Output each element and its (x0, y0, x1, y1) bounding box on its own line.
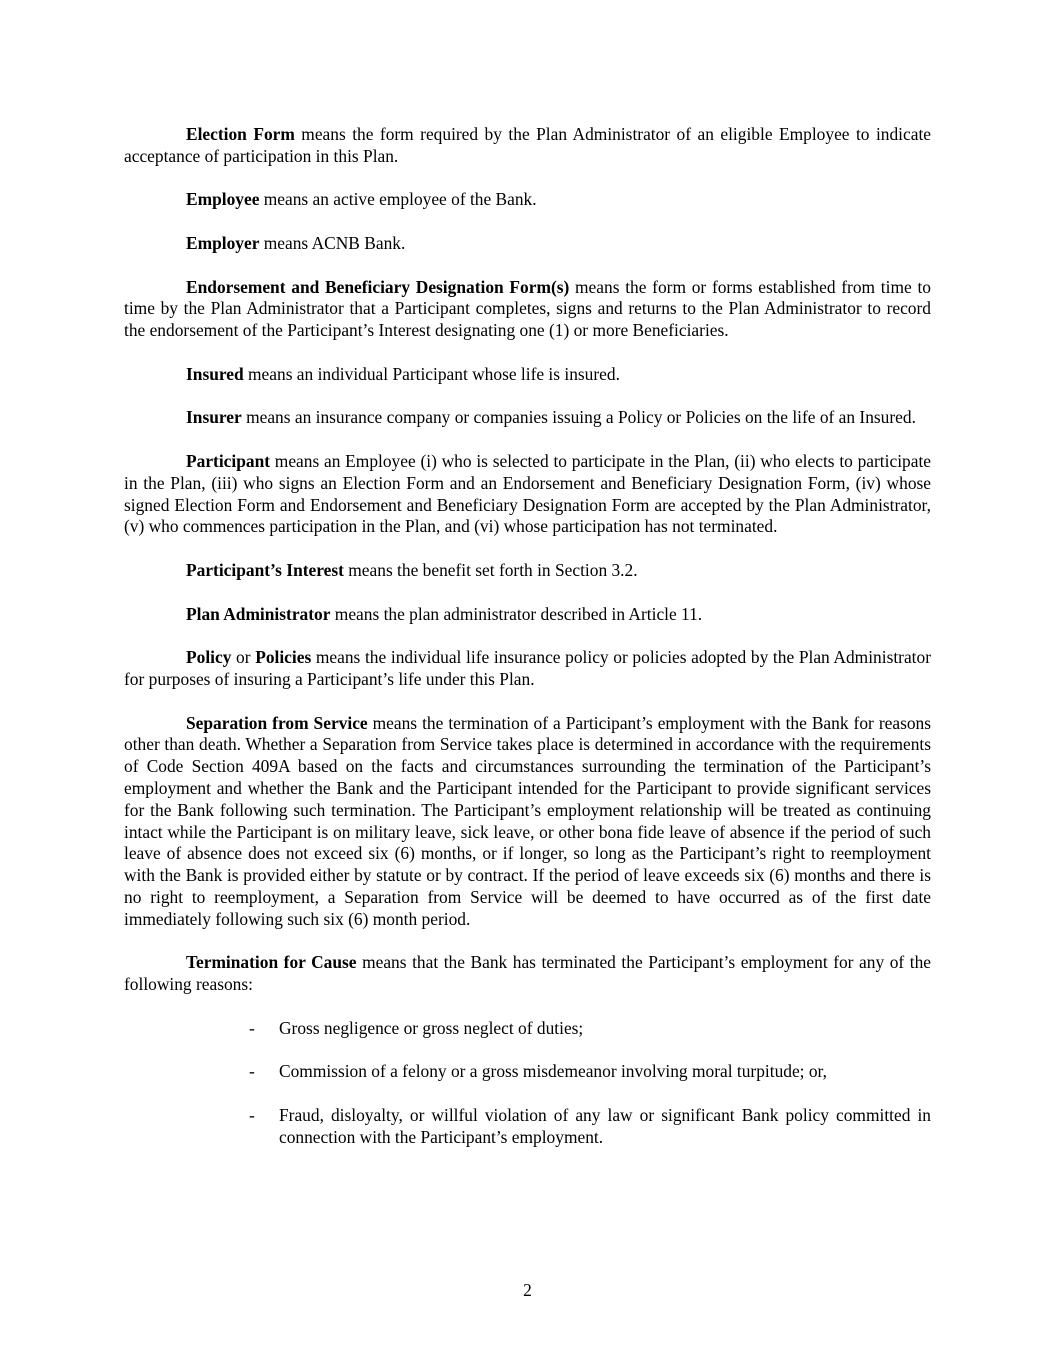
definition-term: Plan Administrator (186, 603, 331, 624)
definition-text: means the individual life insurance policy or policies adopted by the Plan Administrator for purposes of insuring a Participant’s life under this Plan. (124, 647, 931, 689)
definition-separation-from-service (124, 713, 931, 931)
definition-text: means an individual Participant whose life is insured. (243, 363, 620, 384)
definition-term: Participant (186, 450, 271, 471)
document-page (124, 124, 931, 1170)
definition-participants-interest (124, 560, 931, 582)
definition-employer (124, 233, 931, 255)
definition-connector: or (231, 647, 256, 668)
definition-term: Insurer (186, 407, 242, 428)
list-item-text: Commission of a felony or a gross misdemeanor involving moral turpitude; or, (279, 1061, 827, 1082)
definition-text: means ACNB Bank. (259, 232, 406, 253)
definition-term: Termination for Cause (186, 952, 357, 973)
list-item-text: Gross negligence or gross neglect of duties; (279, 1017, 584, 1038)
definition-term: Participant’s Interest (186, 559, 344, 580)
definition-term: Policies (255, 647, 312, 668)
definition-text: means an Employee (i) who is selected to participate in the Plan, (ii) who elects to participate in the Plan, (iii) who signs an Election Form and an Endorsement and Beneficiary Designation Form, (iv) whose signed Election Form and Endorsement and Beneficiary Designation Form are accepted by the Plan Administrator, (v) who commences participation in the Plan, and (vi) whose participation has not terminated. (124, 450, 931, 537)
definition-participant (124, 451, 931, 538)
definition-insured (124, 364, 931, 386)
definition-text: means an insurance company or companies issuing a Policy or Policies on the life of an Insured. (241, 407, 916, 428)
list-dash: - (249, 1017, 255, 1038)
definition-term: Employer (186, 232, 260, 253)
definition-employee (124, 189, 931, 211)
definition-term: Endorsement and Beneficiary Designation Form(s) (186, 276, 570, 297)
definition-election-form (124, 124, 931, 168)
definition-text: means the benefit set forth in Section 3.2. (343, 559, 638, 580)
list-item-text: Fraud, disloyalty, or willful violation of any law or significant Bank policy committed in connection with the Participant’s employment. (279, 1104, 931, 1147)
definition-text: means that the Bank has terminated the Participant’s employment for any of the following reasons: (124, 952, 931, 995)
definition-term: Election Form (186, 124, 295, 144)
list-dash: - (249, 1104, 255, 1125)
definition-insurer (124, 407, 931, 429)
page-number: 2 (523, 1280, 532, 1300)
definition-text: means the termination of a Participant’s employment with the Bank for reasons other than death. Whether a Separation from Service takes place is determined in accordance with the requirements of Code Section 409A based on the facts and circumstances surrounding the termination of the Participant’s employment and whether the Bank and the Participant intended for the Participant to provide significant services for the Bank following such termination. The Participant’s employment relationship will be treated as continuing intact while the Participant is on military leave, sick leave, or other bona fide leave of absence if the period of such leave of absence does not exceed six (6) months, or if longer, so long as the Participant’s right to reemployment with the Bank is provided either by statute or by contract. If the period of leave exceeds six (6) months and there is no right to reemployment, a Separation from Service will be deemed to have occurred as of the first date immediately following such six (6) month period. (124, 712, 931, 929)
definition-text: means the form or forms established from time to time by the Plan Administrator that a Participant completes, signs and returns to the Plan Administrator to record the endorsement of the Participant’s Interest designating one (1) or more Beneficiaries. (124, 276, 931, 341)
definition-term: Insured (186, 363, 244, 384)
definition-text: means the plan administrator described in Article 11. (330, 603, 703, 624)
termination-reasons-list (124, 1018, 931, 1149)
definition-termination-for-cause (124, 952, 931, 996)
definition-term: Employee (186, 189, 260, 210)
definition-text: means the form required by the Plan Administrator of an eligible Employee to indicate acceptance of participation in this Plan. (124, 124, 931, 166)
list-item (124, 1061, 931, 1083)
definition-term: Policy (186, 647, 232, 668)
list-item (124, 1018, 931, 1040)
list-dash: - (249, 1061, 255, 1082)
definition-policy (124, 647, 931, 691)
list-item (124, 1105, 931, 1149)
definition-plan-administrator (124, 604, 931, 626)
definition-endorsement-form (124, 277, 931, 342)
definition-term: Separation from Service (186, 712, 368, 733)
definition-text: means an active employee of the Bank. (259, 189, 537, 210)
